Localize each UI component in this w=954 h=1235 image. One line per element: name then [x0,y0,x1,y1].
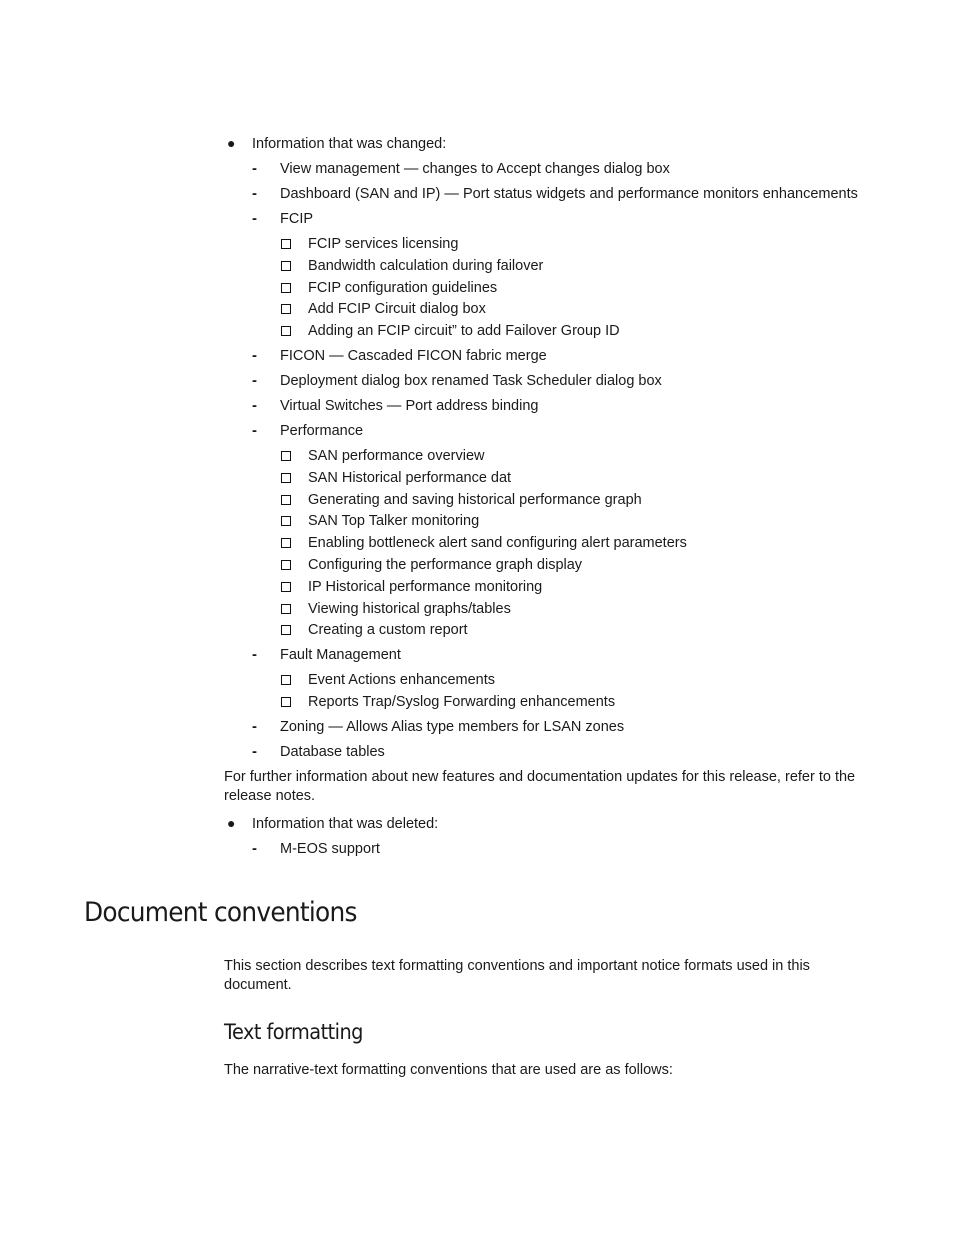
list-item: Deployment dialog box renamed Task Scheduler dialog box [280,373,662,389]
dash-icon: - [252,422,257,439]
dash-icon: - [252,210,257,227]
sub-list-item: Adding an FCIP circuit” to add Failover Group ID [308,323,620,339]
list-item: Zoning — Allows Alias type members for LSAN zones [280,719,625,735]
sub-list-item: Enabling bottleneck alert sand configuring alert parameters [308,535,687,551]
checkbox-square-icon [281,582,291,592]
sub-list-item: Creating a custom report [308,622,468,638]
list-item: Database tables [280,744,385,760]
sub-list-item: SAN Top Talker monitoring [308,513,480,529]
list-item: FCIP [280,211,314,227]
changed-heading: Information that was changed: [252,136,447,152]
checkbox-square-icon [281,304,291,314]
sub-list-item: Reports Trap/Syslog Forwarding enhancements [308,694,616,710]
checkbox-square-icon [281,473,291,483]
checkbox-square-icon [281,261,291,271]
checkbox-square-icon [281,326,291,336]
dash-icon: - [252,397,257,414]
sub-list-item: Generating and saving historical performance graph [308,492,642,508]
sub-list-item: Viewing historical graphs/tables [308,601,511,617]
dash-icon: - [252,185,257,202]
dash-icon: - [252,347,257,364]
dash-icon: - [252,646,257,663]
document-conventions-intro: This section describes text formatting conventions and important notice formats used in this document. [224,958,810,993]
bullet-icon: ● [227,815,236,831]
text-formatting-heading: Text formatting [224,1020,363,1044]
sub-list-item: SAN Historical performance dat [308,470,512,486]
sub-list-item: FCIP services licensing [308,236,459,252]
list-item: Virtual Switches — Port address binding [280,398,539,414]
dash-icon: - [252,160,257,177]
list-item: Fault Management [280,647,401,663]
checkbox-square-icon [281,516,291,526]
dash-icon: - [252,840,257,857]
checkbox-square-icon [281,451,291,461]
checkbox-square-icon [281,560,291,570]
checkbox-square-icon [281,283,291,293]
checkbox-square-icon [281,538,291,548]
sub-list-item: Event Actions enhancements [308,672,496,688]
list-item: View management — changes to Accept changes dialog box [280,161,670,177]
checkbox-square-icon [281,697,291,707]
deleted-heading: Information that was deleted: [252,816,439,832]
checkbox-square-icon [281,604,291,614]
sub-list-item: Bandwidth calculation during failover [308,258,544,274]
further-info-paragraph: For further information about new features and documentation updates for this release, refer to the release notes. [224,769,856,804]
list-item: Dashboard (SAN and IP) — Port status widgets and performance monitors enhancements [280,186,858,202]
dash-icon: - [252,372,257,389]
document-conventions-heading: Document conventions [84,897,357,928]
sub-list-item: FCIP configuration guidelines [308,280,498,296]
checkbox-square-icon [281,495,291,505]
sub-list-item: SAN performance overview [308,448,485,464]
checkbox-square-icon [281,625,291,635]
checkbox-square-icon [281,675,291,685]
list-item: FICON — Cascaded FICON fabric merge [280,348,547,364]
dash-icon: - [252,718,257,735]
text-formatting-intro: The narrative-text formatting conventions that are used are as follows: [224,1062,673,1078]
checkbox-square-icon [281,239,291,249]
bullet-icon: ● [227,135,236,151]
dash-icon: - [252,743,257,760]
sub-list-item: IP Historical performance monitoring [308,579,543,595]
list-item: M-EOS support [280,841,380,857]
list-item: Performance [280,423,364,439]
sub-list-item: Add FCIP Circuit dialog box [308,301,486,317]
sub-list-item: Configuring the performance graph display [308,557,583,573]
